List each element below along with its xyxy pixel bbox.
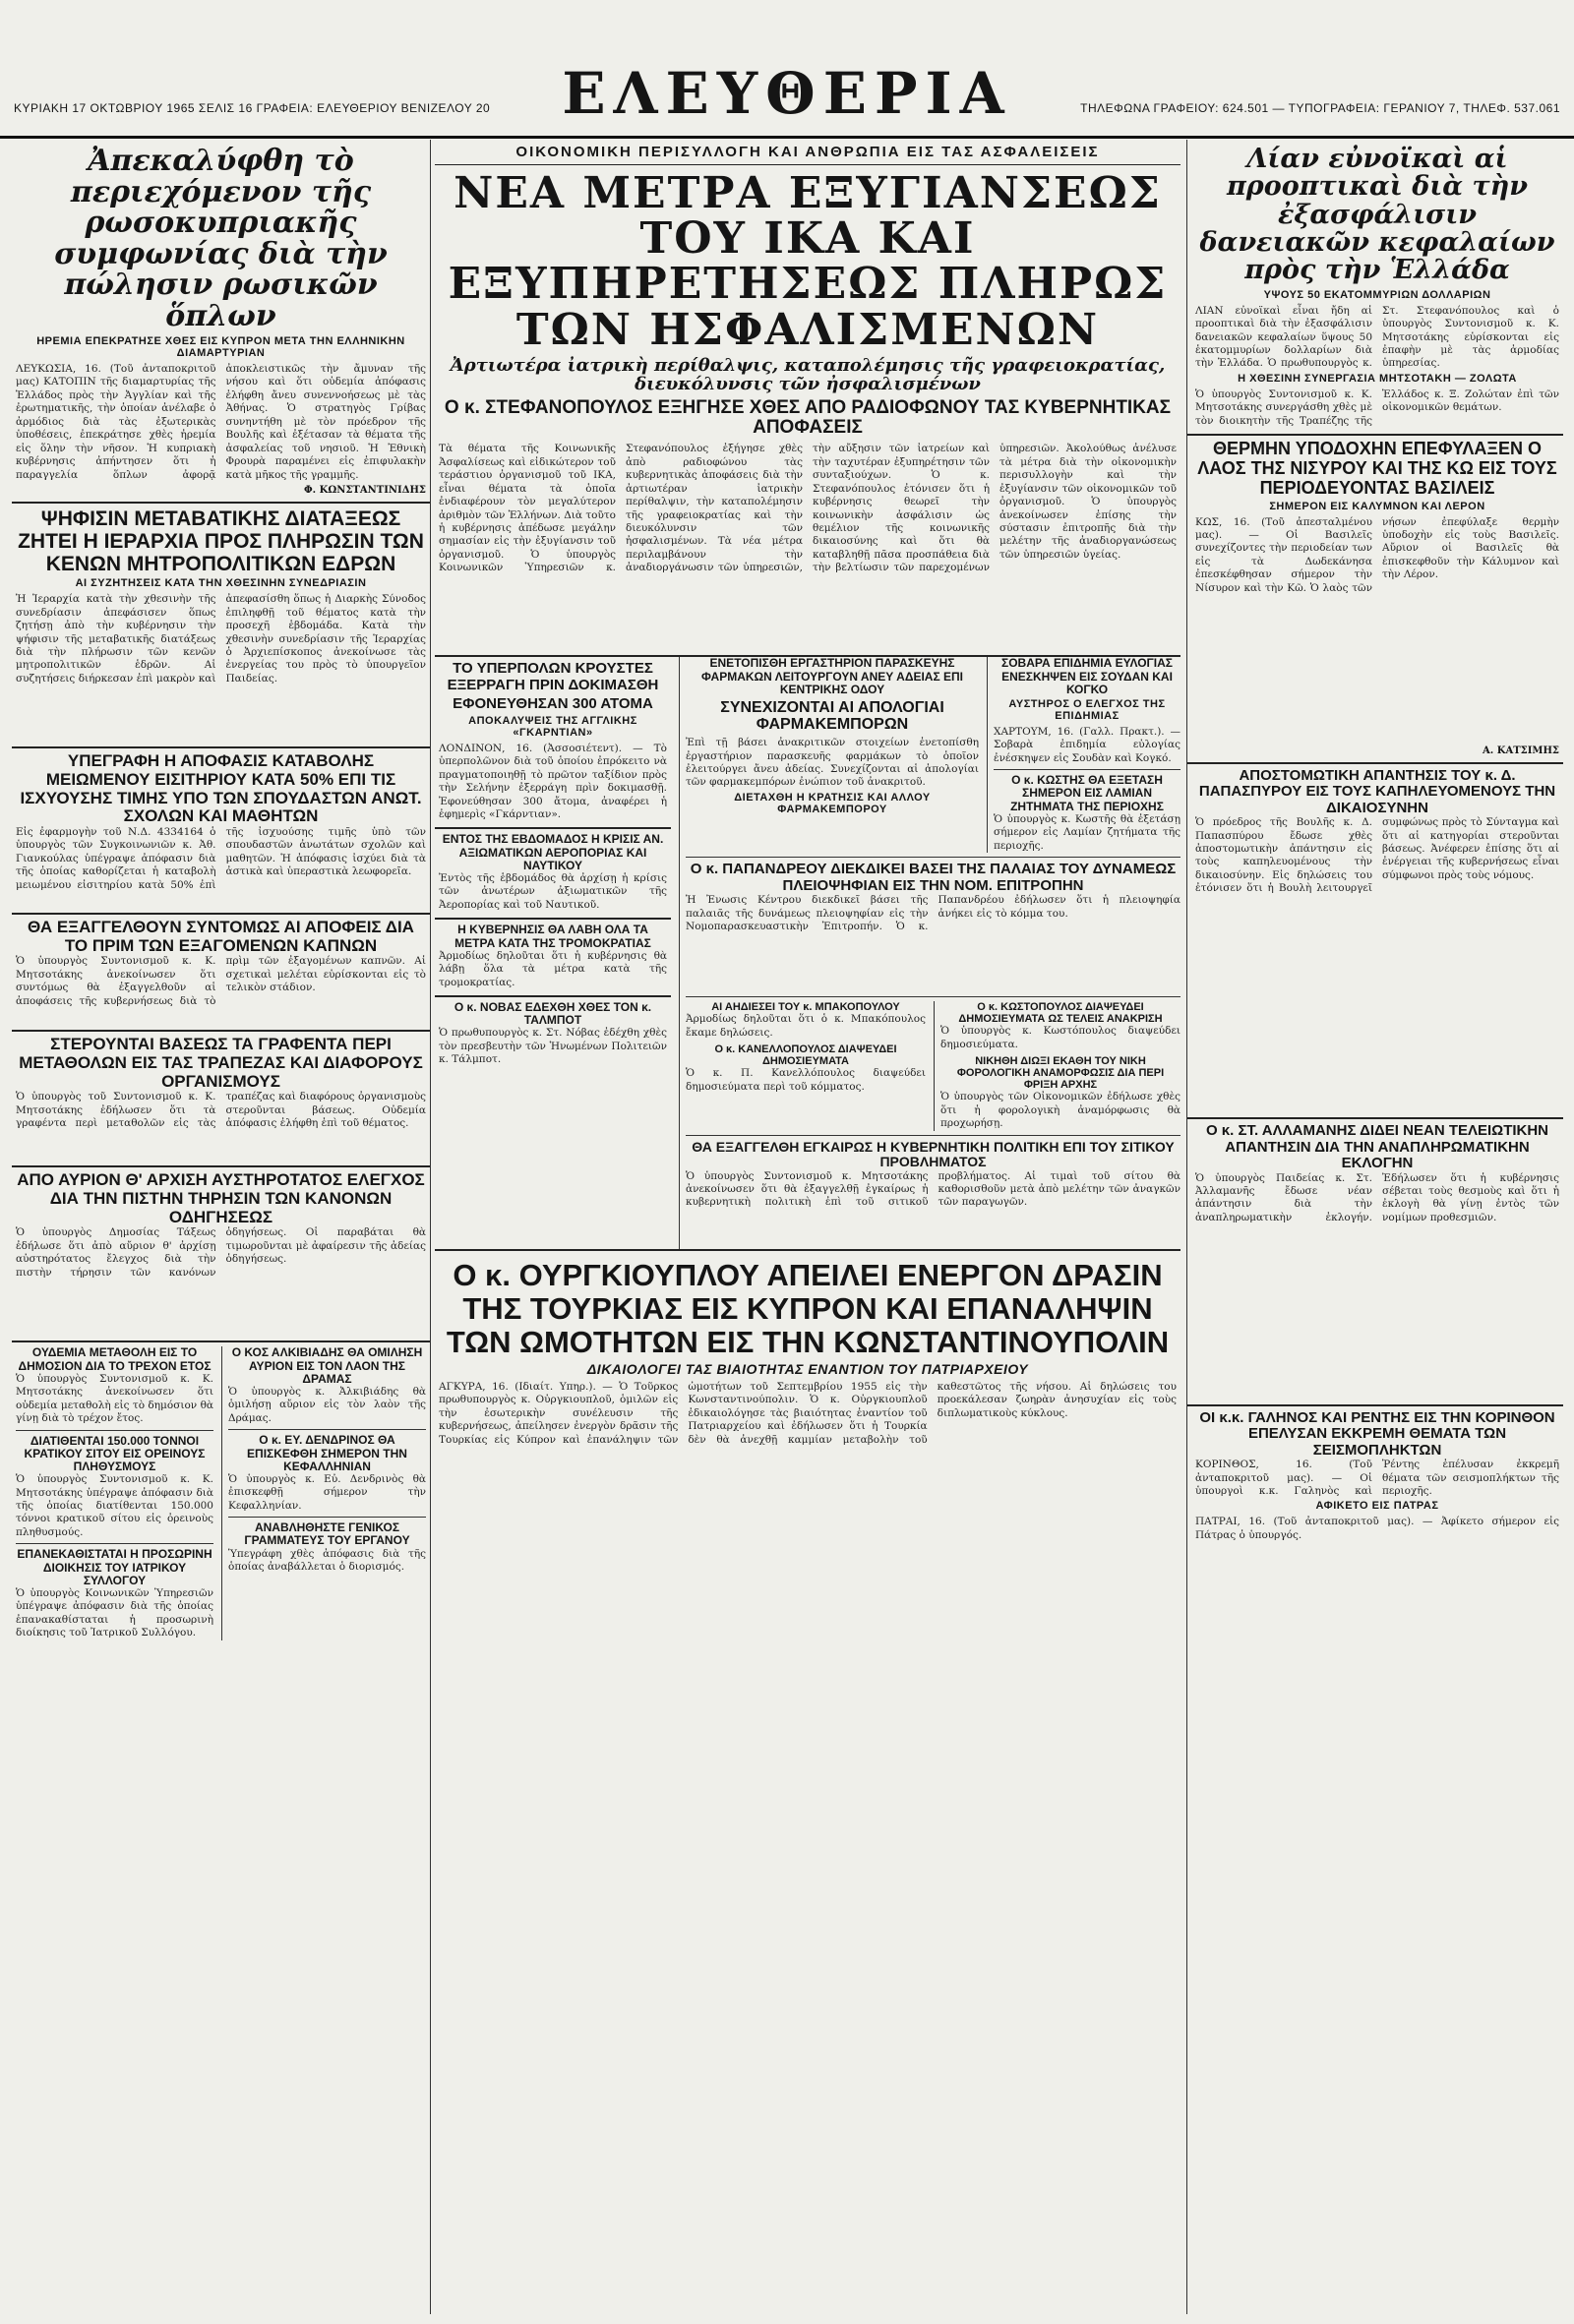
article-loans [1187,140,1563,436]
masthead-date-info: ΚΥΡΙΑΚΗ 17 ΟΚΤΩΒΡΙΟΥ 1965 ΣΕΛΙΣ 16 ΓΡΑΦΕΙΑ: ΕΛΕΥΘΕΡΙΟΥ ΒΕΝΙΖΕΛΟΥ 20 [14,101,491,115]
headline-wheat: ΘΑ ΕΞΑΓΓΕΛΘΗ ΕΓΚΑΙΡΩΣ Η ΚΥΒΕΡΝΗΤΙΚΗ ΠΟΛΙΤΙΚΗ ΕΠΙ ΤΟΥ ΣΙΤΙΚΟΥ ΠΡΟΒΛΗΜΑΤΟΣ [692,1138,1175,1170]
article-body: Ὁ ὑπουργὸς Συντονισμοῦ κ. Κ. Μητσοτάκης ἀνεκοίνωσεν ὅτι συντόμως θὰ ἐξαγγελθοῦν αἱ ἀποφάσεις τῆς κυβερνήσεως διὰ τὸ πρὶμ τῶν ἐξαγομένων καπνῶν. Αἱ σχετικαὶ μελέται εὑρίσκονται εἰς τὸ τελικὸν στάδιον. [16,955,426,1007]
byline: Φ. ΚΩΝΣΤΑΝΤΙΝΙΔΗΣ [303,484,426,496]
article-allamanis [1187,1119,1563,1406]
article-russo-cypriot [12,140,430,504]
article-body: Ἡ Ἐνωσις Κέντρου διεκδικεῖ βάσει τῆς παλαιᾶς τῆς δυνάμεως πλειοψηφίαν εἰς τὴν Νομοπαρασκευαστικὴν Ἐπιτροπήν. Ὁ κ. Παπανδρέου ἐδήλωσεν ὅτι ἡ πλειοψηφία ἀνήκει εἰς τὸ κόμμα του. [686,894,1180,932]
headline: ΥΠΕΓΡΑΦΗ Η ΑΠΟΦΑΣΙΣ ΚΑΤΑΒΟΛΗΣ ΜΕΙΩΜΕΝΟΥ ΕΙΣΙΤΗΡΙΟΥ ΚΑΤΑ 50% ΕΠΙ ΤΙΣ ΙΣΧΥΟΥΣΗΣ ΤΙΜΗΣ ΥΠΟ ΤΩΝ ΣΠΟΥΔΑΣΤΩΝ ΑΝΩΤ. ΣΧΟΛΩΝ ΚΑΙ ΜΑΘΗΤΩΝ [20,751,422,826]
headline: ΘΕΡΜΗΝ ΥΠΟΔΟΧΗΝ ΕΠΕΦΥΛΑΞΕΝ Ο ΛΑΟΣ ΤΗΣ ΝΙΣΥΡΟΥ ΚΑΙ ΤΗΣ ΚΩ ΕΙΣ ΤΟΥΣ ΠΕΡΙΟΔΕΥΟΝΤΑΣ ΒΑΣΙΛΕΙΣ [1197,439,1557,498]
headline-2: ΣΥΝΕΧΙΖΟΝΤΑΙ ΑΙ ΑΠΟΛΟΓΙΑΙ ΦΑΡΜΑΚΕΜΠΟΡΩΝ [720,698,944,734]
headline: ΑΠΟ ΑΥΡΙΟΝ Θ' ΑΡΧΙΣΗ ΑΥΣΤΗΡΟΤΑΤΟΣ ΕΛΕΓΧΟΣ ΔΙΑ ΤΗΝ ΠΙΣΤΗΝ ΤΗΡΗΣΙΝ ΤΩΝ ΚΑΝΟΝΩΝ ΟΔΗΓΗΣΕΩΣ [17,1170,425,1226]
headline: Ο κ. ΟΥΡΓΚΙΟΥΠΛΟΥ ΑΠΕΙΛΕΙ ΕΝΕΡΓΟΝ ΔΡΑΣΙΝ ΤΗΣ ΤΟΥΡΚΙΑΣ ΕΙΣ ΚΥΠΡΟΝ ΚΑΙ ΕΠΑΝΑΛΗΨΙΝ ΤΩΝ ΩΜΟΤΗΤΩΝ ΕΙΣ ΤΗΝ ΚΩΝΣΤΑΝΤΙΝΟΥΠΟΛΙΝ [446,1257,1170,1359]
subheadline: ΔΙΕΤΑΧΘΗ Η ΚΡΑΤΗΣΙΣ ΚΑΙ ΑΛΛΟΥ ΦΑΡΜΑΚΕΜΠΟΡΟΥ [734,791,931,815]
center-column [435,140,1180,2314]
article-banks [12,1032,430,1167]
lead-kicker: Ο κ. ΣΤΕΦΑΝΟΠΟΥΛΟΣ ΕΞΗΓΗΣΕ ΧΘΕΣ ΑΠΟ ΡΑΔΙΟΦΩΝΟΥ ΤΑΣ ΚΥΒΕΡΝΗΤΙΚΑΣ ΑΠΟΦΑΣΕΙΣ [444,396,1172,439]
article-body: Ὑπεγράφη χθὲς ἀπόφασις διὰ τῆς ὁποίας ἀναβάλλεται ὁ διορισμός. [228,1547,426,1574]
masthead [0,0,1574,139]
article-body: ΛΕΥΚΩΣΙΑ, 16. (Τοῦ ἀνταποκριτοῦ μας) ΚΑΤΟΠΙΝ τῆς διαμαρτυρίας τῆς Ἑλλάδος πρὸς τὴν Ἀγγλίαν καὶ τῆς ἐρωτηματικῆς, τὴν ὁποίαν ἀνέλαβε ὁ ἀρμόδιος διὰ τὰς ἐξωτερικὰς ὑποθέσεις, ἐπεκράτησε χθὲς ἠρεμία εἰς ὅλην τὴν νῆσον. Ἡ κυπριακὴ κυβέρνησις ἀπήντησεν ὅτι ἡ παραγγελία ὅπλων ἀφορᾷ ἀποκλειστικῶς τὴν ἄμυναν τῆς νήσου καὶ ὅτι οὐδεμία ἀπόφασις ἐλήφθη ἄνευ συνεννοήσεως μὲ τὰς Ἀθήνας. Ὁ στρατηγὸς Γρίβας συνηντήθη μὲ τὸν πρόεδρον τῆς Βουλῆς καὶ ἐξέτασαν τὰ θέματα τῆς ἀσφαλείας τοῦ νησιοῦ. Ἡ Ἐθνικὴ Φρουρὰ παραμένει εἰς ἐπιφυλακὴν κατὰ μῆκος τῆς γραμμῆς. [16,363,426,481]
article-traffic [12,1167,430,1342]
headline: ΟΙ κ.κ. ΓΑΛΗΝΟΣ ΚΑΙ ΡΕΝΤΗΣ ΕΙΣ ΤΗΝ ΚΟΡΙΝΘΟΝ ΕΠΕΛΥΣΑΝ ΕΚΚΡΕΜΗ ΘΕΜΑΤΑ ΤΩΝ ΣΕΙΣΜΟΠΛΗΚΤΩΝ [1199,1408,1555,1459]
article-body: Ὁ ὑπουργὸς Παιδείας κ. Στ. Ἀλλαμανῆς ἔδωσε νέαν ἀπάντησιν διὰ τὴν ἀναπληρωματικὴν ἐκλογήν. Ἐδήλωσεν ὅτι ἡ κυβέρνησις σέβεται τοὺς θεσμοὺς καὶ ὅτι ἡ ἐκλογὴ θὰ γίνῃ ἐντὸς τῶν νομίμων προθεσμιῶν. [1195,1171,1559,1223]
article-tobacco [12,915,430,1032]
article-pharmacy [686,657,979,853]
article-body: Ὁ ὑπουργὸς Συντονισμοῦ κ. Κ. Μητσοτάκης ὑπέγραψε ἀπόφασιν διὰ τῆς ὁποίας διατίθενται 150.000 τόννοι κρατικοῦ σίτου εἰς ὀρεινοὺς πληθυσμούς. [16,1473,213,1538]
article-body: ΛΙΑΝ εὐνοϊκαὶ εἶναι ἤδη αἱ προοπτικαὶ διὰ τὴν ἐξασφάλισιν δανειακῶν κεφαλαίων ὕψους 50 ἑκατομμυρίων δολλαρίων διὰ τὴν Ἑλλάδα. Ὁ πρωθυπουργὸς κ. Στ. Στεφανόπουλος καὶ ὁ ὑπουργὸς Συντονισμοῦ κ. Κ. Μητσοτάκης εὑρίσκονται εἰς ἐπαφὴν μὲ τὰς ἀρμοδίας ὑπηρεσίας. [1195,304,1559,370]
article-body: Ὁ ὑπουργὸς Συντονισμοῦ κ. Μητσοτάκης ἀνεκοίνωσεν ὅτι θὰ ἐξαγγελθῇ ἐγκαίρως ἡ κυβερνητικὴ πολιτικὴ ἐπὶ τοῦ σιτικοῦ προβλήματος. Αἱ τιμαὶ τοῦ σίτου θὰ καθορισθοῦν μετὰ ἀπὸ μελέτην τῶν ἀναγκῶν τῶν παραγωγῶν. [686,1169,1180,1209]
section-banner: ΟΙΚΟΝΟΜΙΚΗ ΠΕΡΙΣΥΛΛΟΓΗ ΚΑΙ ΑΝΘΡΩΠΙΑ ΕΙΣ ΤΑΣ ΑΣΦΑΛΕΙΣΕΙΣ [435,140,1180,165]
headline: ΔΙΑΤΙΘΕΝΤΑΙ 150.000 ΤΟΝΝΟΙ ΚΡΑΤΙΚΟΥ ΣΙΤΟΥ ΕΙΣ ΟΡΕΙΝΟΥΣ ΠΛΗΘΥΣΜΟΥΣ [24,1433,206,1473]
article-body: Ὁ πρόεδρος τῆς Βουλῆς κ. Δ. Παπασπύρου ἔδωσε χθὲς ἀποστομωτικὴν ἀπάντησιν εἰς τοὺς καπηλευομένους τὴν δικαιοσύνην. Εἰς δηλώσεις του ἐτόνισεν ὅτι ἡ Βουλὴ λειτουργεῖ συμφώνως πρὸς τὸ Σύνταγμα καὶ ὅτι αἱ κατηγορίαι στεροῦνται βάσεως. Ἀνέφερεν ἐπίσης ὅτι αἱ ἐνέργειαι τῆς κυβερνήσεως εἶναι σύμφωνοι πρὸς τοὺς νόμους. [1195,816,1559,895]
article-body: Ὁ ὑπουργὸς Συντονισμοῦ κ. Κ. Μητσοτάκης ἀνεκοίνωσεν ὅτι οὐδεμία μεταθολὴ εἰς τὸ δημόσιον θὰ γίνῃ διὰ τὸ τρέχον ἔτος. [16,1372,213,1425]
left-column [12,140,431,2314]
center-right-stack [679,657,1180,1248]
headline: Η ΚΥΒΕΡΝΗΣΙΣ ΘΑ ΛΑΒΗ ΟΛΑ ΤΑ ΜΕΤΡΑ ΚΑΤΑ ΤΗΣ ΤΡΟΜΟΚΡΑΤΙΑΣ [454,923,651,950]
brief-column-right [221,1346,426,1639]
subheadline: ΥΨΟΥΣ 50 ΕΚΑΤΟΜΜΥΡΙΩΝ ΔΟΛΛΑΡΙΩΝ [1263,288,1491,301]
article-body: Ὁ ὑπουργὸς κ. Κωστόπουλος διαψεύδει δημοσιεύματα. [940,1025,1180,1050]
headline: Λίαν εὐνοϊκαὶ αἱ προοπτικαὶ διὰ τὴν ἐξασφάλισιν δανειακῶν κεφαλαίων πρὸς τὴν Ἑλλάδα [1199,144,1555,286]
headline: Ο κ. ΝΟΒΑΣ ΕΔΕΧΘΗ ΧΘΕΣ ΤΟΝ κ. ΤΑΛΜΠΟΤ [454,1000,652,1028]
lead-subheadline: Ἀρτιωτέρα ἰατρικὴ περίθαλψις, καταπολέμησις τῆς γραφειοκρατίας, διευκόλυνσις τῶν ἠσφαλισμένων [450,354,1166,394]
article-terrorism [435,920,671,997]
article-officers [435,829,671,920]
article-smallpox [987,657,1180,853]
subheadline-2: Η ΧΘΕΣΙΝΗ ΣΥΝΕΡΓΑΣΙΑ ΜΗΤΣΟΤΑΚΗ — ΖΟΛΩΤΑ [1238,372,1517,385]
article-body: ΠΑΤΡΑΙ, 16. (Τοῦ ἀνταποκριτοῦ μας). — Ἀφίκετο σήμερον εἰς Πάτρας ὁ ὑπουργός. [1195,1516,1559,1541]
article-body: ΛΟΝΔΙΝΟΝ, 16. (Ἀσσοσιέτεντ). — Τὸ ὑπερπολῶνον διὰ τοῦ ὁποίου ἐπρόκειτο νὰ πραγματοποιηθῇ τὸ πρῶτον ταξίδιον πρὸς τὴν Σελήνην ἐξερράγη πρὶν δοκιμασθῇ. Ἐφονεύθησαν 300 ἄτομα, ἀναφέρει ἡ ἐφημερὶς «Γκάρντιαν». [439,742,667,820]
headline-2: ΕΦΟΝΕΥΘΗΣΑΝ 300 ΑΤΟΜΑ [453,695,653,713]
headline: ΑΠΟΣΤΟΜΩΤΙΚΗ ΑΠΑΝΤΗΣΙΣ ΤΟΥ κ. Δ. ΠΑΠΑΣΠΥΡΟΥ ΕΙΣ ΤΟΥΣ ΚΑΠΗΛΕΥΟΜΕΝΟΥΣ ΤΗΝ ΔΙΚΑΙΟΣΥΝΗΝ [1198,766,1556,816]
headline: ΣΤΕΡΟΥΝΤΑΙ ΒΑΣΕΩΣ ΤΑ ΓΡΑΦΕΝΤΑ ΠΕΡΙ ΜΕΤΑΘΟΛΩΝ ΕΙΣ ΤΑΣ ΤΡΑΠΕΖΑΣ ΚΑΙ ΔΙΑΦΟΡΟΥΣ ΟΡΓΑΝΙΣΜΟΥΣ [19,1035,423,1091]
subheadline: ΑΦΙΚΕΤΟ ΕΙΣ ΠΑΤΡΑΣ [1315,1500,1439,1513]
article-body: Ὁ ὑπουργὸς τῶν Οἰκονομικῶν ἐδήλωσε χθὲς ὅτι ἡ φορολογικὴ ἀναμόρφωσις θὰ προχωρήσῃ. [940,1091,1180,1130]
article-body: Ἐντὸς τῆς ἑβδομάδος θὰ ἀρχίσῃ ἡ κρίσις τῶν ἀνωτέρων ἀξιωματικῶν τῆς Ἀεροπορίας καὶ τοῦ Ναυτικοῦ. [439,872,667,911]
article-novas [435,997,671,1073]
article-kings-visit [1187,436,1563,763]
article-body: Ὁ ὑπουργὸς Κοινωνικῶν Ὑπηρεσιῶν ὑπέγραψε ἀπόφασιν διὰ τῆς ὁποίας ἐπανακαθίσταται ἡ προσωρινὴ διοίκησις τοῦ Ἰατρικοῦ Συλλόγου. [16,1586,213,1639]
article-papaspyrou [1187,764,1563,1120]
headline: Ἀπεκαλύφθη τὸ περιεχόμενον τῆς ρωσοκυπριακῆς συμφωνίας διὰ τὴν πώλησιν ρωσικῶν ὅπλων [54,144,388,333]
article-body: Ἀρμοδίως δηλοῦται ὅτι ἡ κυβέρνησις θὰ λάβῃ ὅλα τὰ μέτρα κατὰ τῆς τρομοκρατίας. [439,949,667,988]
subheadline: ΑΥΣΤΗΡΟΣ Ο ΕΛΕΓΧΟΣ ΤΗΣ ΕΠΙΔΗΜΙΑΣ [1008,697,1166,722]
subheadline: ΗΡΕΜΙΑ ΕΠΕΚΡΑΤΗΣΕ ΧΘΕΣ ΕΙΣ ΚΥΠΡΟΝ ΜΕΤΑ ΤΗΝ ΕΛΛΗΝΙΚΗΝ ΔΙΑΜΑΡΤΥΡΙΑΝ [36,335,405,359]
subheadline: ΑΠΟΚΑΛΥΨΕΙΣ ΤΗΣ ΑΓΓΛΙΚΗΣ «ΓΚΑΡΝΤΙΑΝ» [468,714,637,739]
right-column [1186,140,1563,2314]
headline: ΤΟ ΥΠΕΡΠΟΛΩΝ ΚΡΟΥΣΤΕΣ ΕΞΕΡΡΑΓΗ ΠΡΙΝ ΔΟΚΙΜΑΣΘΗ [447,660,659,693]
article-body: Ἐπὶ τῇ βάσει ἀνακριτικῶν στοιχείων ἐνετοπίσθη ἐργαστήριον παρασκευῆς φαρμάκων τὸ ὁποῖον ἐλειτούργει ἄνευ ἀδείας. Συνεχίζονται αἱ ἀπολογίαι τῶν φαρμακεμπόρων ἐνώπιον τοῦ ἀνακριτοῦ. [686,737,979,789]
bottom-briefs [12,1342,430,1645]
lead-body: Τὰ θέματα τῆς Κοινωνικῆς Ἀσφαλίσεως καὶ εἰδικώτερον τοῦ τεράστιου ὀργανισμοῦ τοῦ ΙΚΑ, εἶναι θέματα τὰ ὁποῖα ἐνδιαφέρουν τὸν μεγαλύτερον ἀριθμὸν τῶν Ἑλλήνων. Διὰ τοῦτο ἡ κυβέρνησις ἀπέδωσε μεγάλην σημασίαν εἰς τὴν ἐξυγίανσιν τοῦ ὀργανισμοῦ. Ὁ ὑπουργὸς Κοινωνικῶν Ὑπηρεσιῶν κ. Στεφανόπουλος ἐξήγησε χθὲς ἀπὸ ραδιοφώνου τὰς κυβερνητικὰς ἀποφάσεις διὰ τὴν ἀρτιωτέραν ἰατρικὴν περίθαλψιν, τὴν καταπολέμησιν τῆς γραφειοκρατίας καὶ τὴν διευκόλυνσιν τῶν ἠσφαλισμένων. Τὰ νέα μέτρα περιλαμβάνουν τὴν ἀναδιοργάνωσιν τῶν ὑπηρεσιῶν, τὴν αὔξησιν τῶν ἰατρείων καὶ τὴν ταχυτέραν ἐξυπηρέτησιν τῶν συνταξιούχων. Ὁ κ. Στεφανόπουλος ἐτόνισεν ὅτι ἡ κυβέρνησις θεωρεῖ τὴν κοινωνικὴν ἀσφάλισιν ὡς θεμέλιον τῆς κοινωνικῆς δικαιοσύνης καὶ ὅτι θὰ καταβληθῇ πᾶσα προσπάθεια διὰ τὴν βελτίωσιν τῶν παρεχομένων ὑπηρεσιῶν. Ἀκολούθως ἀνέλυσε τὰ μέτρα διὰ τὴν οἰκονομικὴν περισυλλογὴν καὶ τὴν ἐξυγίανσιν τῶν οἰκονομικῶν τοῦ ὀργανισμοῦ. Ὁ ὑπουργὸς ἀνεκοίνωσεν ἐπίσης τὴν σύστασιν ἐπιτροπῆς διὰ τὴν μελέτην τῆς ἀναδιοργανώσεως τῶν ὑπηρεσιῶν ὑγείας. [439,443,1177,574]
article-body: Ὁ ὑπουργὸς κ. Κωστῆς θὰ ἐξετάσῃ σήμερον εἰς Λαμίαν ζητήματα τῆς περιοχῆς. [994,812,1180,852]
article-rocket [435,657,671,829]
headline: ΨΗΦΙΣΙΝ ΜΕΤΑΒΑΤΙΚΗΣ ΔΙΑΤΑΞΕΩΣ ΖΗΤΕΙ Η ΙΕΡΑΡΧΙΑ ΠΡΟΣ ΠΛΗΡΩΣΙΝ ΤΩΝ ΚΕΝΩΝ ΜΗΤΡΟΠΟΛΙΤΙΚΩΝ ΕΔΡΩΝ [18,507,424,576]
article-body: ΑΓΚΥΡΑ, 16. (Ιδιαίτ. Υπηρ.). — Ὁ Τοῦρκος πρωθυπουργὸς κ. Οὐργκιουπλοῦ, ὁμιλῶν εἰς τὴν ἐσωτερικὴν συνέλευσιν τῆς κυβερνήσεως, ἀπείλησεν ἐνεργὸν δρᾶσιν τῆς Τουρκίας εἰς Κύπρον καὶ ἐπανάληψιν τῶν ὠμοτήτων τοῦ Σεπτεμβρίου 1955 εἰς τὴν Κωνσταντινούπολιν. Ὁ κ. Οὐργκιουπλοῦ ἐδικαιολόγησε τὰς βιαιότητας ἐναντίον τοῦ Πατριαρχείου καὶ ἐδήλωσεν ὅτι ἡ Τουρκία δὲν θὰ ἀνεχθῇ καμμίαν μεταβολὴν τοῦ καθεστῶτος τῆς νήσου. Αἱ δηλώσεις του προεκάλεσαν ζωηρὰν ἀνησυχίαν εἰς τοὺς διπλωματικοὺς κύκλους. [439,1380,1177,1446]
article-body: ΚΟΡΙΝΘΟΣ, 16. (Τοῦ ἀνταποκριτοῦ μας). — Οἱ ὑπουργοὶ κ.κ. Γαληνὸς καὶ Ῥέντης ἐπέλυσαν ἐκκρεμῆ θέματα τῶν σεισμοπλήκτων τῆς περιοχῆς. [1195,1459,1559,1497]
lead-article-ika [435,165,1180,657]
article-body: Ὁ ὑπουργὸς Συντονισμοῦ κ. Κ. Μητσοτάκης συνεργάσθη χθὲς μὲ τὸν διοικητὴν τῆς Τραπέζης τῆς Ἑλλάδος κ. Ξ. Ζολώταν ἐπὶ τῶν οἰκονομικῶν θεμάτων. [1195,387,1559,427]
article-body: Ὁ ὑπουργὸς κ. Εὐ. Δενδρινὸς θὰ ἐπισκεφθῇ σήμερον τὴν Κεφαλληνίαν. [228,1472,426,1512]
headline: ΝΙΚΗΘΗ ΔΙΩΞΙ ΕΚΑΘΗ ΤΟΥ ΝΙΚΗ ΦΟΡΟΛΟΓΙΚΗ ΑΝΑΜΟΡΦΩΣΙΣ ΔΙΑ ΠΕΡΙ ΦΡΙΞΗ ΑΡΧΗΣ [956,1055,1165,1092]
headline: ΕΝΕΤΟΠΙΣΘΗ ΕΡΓΑΣΤΗΡΙΟΝ ΠΑΡΑΣΚΕΥΗΣ ΦΑΡΜΑΚΩΝ ΛΕΙΤΟΥΡΓΟΥΝ ΑΝΕΥ ΑΔΕΙΑΣ ΕΠΙ ΚΕΝΤΡΙΚΗΣ ΟΔΟΥ [701,657,963,696]
headline: ΑΝΑΒΛΗΘΗΣΤΕ ΓΕΝΙΚΟΣ ΓΡΑΜΜΑΤΕΥΣ ΤΟΥ ΕΡΓΑΝΟΥ [244,1520,410,1548]
article-urguplu [435,1251,1180,1554]
headline: Ο κ. ΚΩΣΤΗΣ ΘΑ ΕΞΕΤΑΣΗ ΣΗΜΕΡΟΝ ΕΙΣ ΛΑΜΙΑΝ ΖΗΤΗΜΑΤΑ ΤΗΣ ΠΕΡΙΟΧΗΣ [1010,773,1164,813]
article-body: Ὁ ὑπουργὸς Δημοσίας Τάξεως ἐδήλωσε ὅτι ἀπὸ αὔριον θ' ἀρχίσῃ αὐστηρότατος ἔλεγχος διὰ τὴν πιστὴν τήρησιν τῶν κανόνων ὁδηγήσεως. Οἱ παραβάται θὰ τιμωροῦνται μὲ ἀφαίρεσιν τῆς ἀδείας ὁδηγήσεως. [16,1226,426,1279]
headline: Ο κ. ΚΑΝΕΛΛΟΠΟΥΛΟΣ ΔΙΑΨΕΥΔΕΙ ΔΗΜΟΣΙΕΥΜΑΤΑ [714,1043,897,1068]
article-body: Ὁ ὑπουργὸς τοῦ Συντονισμοῦ κ. Κ. Μητσοτάκης ἐδήλωσεν ὅτι τὰ γραφέντα περὶ μεταθολῶν εἰς τὰς τραπέζας καὶ διαφόρους ὀργανισμοὺς στεροῦνται βάσεως. Οὐδεμία ἀπόφασις ἐλήφθη ἐπὶ τοῦ θέματος. [16,1091,426,1130]
article-body: Ὁ ὑπουργὸς κ. Ἀλκιβιάδης θὰ ὁμιλήσῃ αὔριον εἰς τὸν λαὸν τῆς Δράμας. [228,1386,426,1424]
center-left-stack [435,657,671,1248]
brief-public-sector [16,1346,213,1639]
headline: ΑΙ ΑΗΔΙΕΣΕΙ ΤΟΥ κ. ΜΠΑΚΟΠΟΥΛΟΥ [711,1001,900,1014]
article-body: Ἀρμοδίως δηλοῦται ὅτι ὁ κ. Μπακόπουλος ἔκαμε δηλώσεις. [686,1013,926,1039]
headline: Ο κ. ΣΤ. ΑΛΛΑΜΑΝΗΣ ΔΙΔΕΙ ΝΕΑΝ ΤΕΛΕΙΩΤΙΚΗΝ ΑΠΑΝΤΗΣΙΝ ΔΙΑ ΤΗΝ ΑΝΑΠΛΗΡΩΜΑΤΙΚΗΝ ΕΚΛΟΓΗΝ [1205,1122,1549,1172]
article-hierarchy [12,504,430,748]
newspaper-title: ΕΛΕΥΘΕΡΙΑ [562,60,1012,127]
headline: Ο ΚΟΣ ΑΛΚΙΒΙΑΔΗΣ ΘΑ ΟΜΙΛΗΣΗ ΑΥΡΙΟΝ ΕΙΣ ΤΟΝ ΛΑΟΝ ΤΗΣ ΔΡΑΜΑΣ [231,1346,423,1386]
headline: ΕΝΤΟΣ ΤΗΣ ΕΒΔΟΜΑΔΟΣ Η ΚΡΙΣΙΣ ΑΝ. ΑΞΙΩΜΑΤΙΚΩΝ ΑΕΡΟΠΟΡΙΑΣ ΚΑΙ ΝΑΥΤΙΚΟΥ [442,832,664,872]
masthead-phones: ΤΗΛΕΦΩΝΑ ΓΡΑΦΕΙΟΥ: 624.501 — ΤΥΠΟΓΡΑΦΕΙΑ: ΓΕΡΑΝΙΟΥ 7, ΤΗΛΕΦ. 537.061 [1080,101,1560,115]
article-body: ΧΑΡΤΟΥΜ, 16. (Γαλλ. Πρακτ.). — Σοβαρὰ ἐπιδημία εὐλογίας ἐνέσκηψεν εἰς Σουδὰν καὶ Κογκό. [994,725,1180,764]
byline: Α. ΚΑΤΣΙΜΗΣ [1483,745,1559,756]
subheadline: ΑΙ ΣΥΖΗΤΗΣΕΙΣ ΚΑΤΑ ΤΗΝ ΧΘΕΣΙΝΗΝ ΣΥΝΕΔΡΙΑΣΙΝ [75,577,367,590]
article-tickets [12,748,430,915]
lead-headline: ΝΕΑ ΜΕΤΡΑ ΕΞΥΓΙΑΝΣΕΩΣ ΤΟΥ ΙΚΑ ΚΑΙ ΕΞΥΠΗΡΕΤΗΣΕΩΣ ΠΛΗΡΩΣ ΤΩΝ ΗΣΦΑΛΙΣΜΕΝΩΝ [448,168,1168,355]
article-body: Ὁ κ. Π. Κανελλόπουλος διαψεύδει δημοσιεύματα περὶ τοῦ κόμματος. [686,1067,926,1093]
subheadline: ΔΙΚΑΙΟΛΟΓΕΙ ΤΑΣ ΒΙΑΙΟΤΗΤΑΣ ΕΝΑΝΤΙΟΝ ΤΟΥ ΠΑΤΡΙΑΡΧΕΙΟΥ [586,1360,1029,1377]
article-corinth [1187,1406,1563,1549]
headline: ΣΟΒΑΡΑ ΕΠΙΔΗΜΙΑ ΕΥΛΟΓΙΑΣ ΕΝΕΣΚΗΨΕΝ ΕΙΣ ΣΟΥΔΑΝ ΚΑΙ ΚΟΓΚΟ [1001,657,1173,696]
article-body: Ἡ Ἱεραρχία κατὰ τὴν χθεσινὴν τῆς συνεδρίασιν ἀπεφάσισεν ὅπως ζητήσῃ ἀπὸ τὴν κυβέρνησιν τὴν ψήφισιν τῆς μεταβατικῆς διατάξεως διὰ τὴν πλήρωσιν τῶν κενῶν μητροπολιτικῶν ἑδρῶν. Αἱ συζητήσεις διήρκεσαν ἐπὶ μακρὸν καὶ ἀπεφασίσθη ὅπως ἡ Διαρκὴς Σύνοδος ἐπιληφθῇ τοῦ θέματος κατὰ τὴν προσεχῆ ἑβδομάδα. Κατὰ τὴν χθεσινὴν συνεδρίασιν τῆς Ἱεραρχίας ὁ Ἀρχιεπίσκοπος ἀνεκοίνωσε τὰς ἐνεργείας του πρὸς τὸ ὑπουργεῖον Παιδείας. [16,593,426,685]
article-body: ΚΩΣ, 16. (Τοῦ ἀπεσταλμένου μας). — Οἱ Βασιλεῖς συνεχίζοντες τὴν περιοδείαν των εἰς τὰ Δωδεκάνησα ἐπεσκέφθησαν σήμερον τὴν Νίσυρον καὶ τὴν Κῶ. Ὁ λαὸς τῶν νήσων ἐπεφύλαξε θερμὴν ὑποδοχὴν εἰς τοὺς Βασιλεῖς. Αὔριον οἱ Βασιλεῖς θὰ ἐπισκεφθοῦν τὴν Κάλυμνον καὶ τὴν Λέρον. [1195,515,1559,594]
headline: ΕΠΑΝΕΚΑΘΙΣΤΑΤΑΙ Η ΠΡΟΣΩΡΙΝΗ ΔΙΟΙΚΗΣΙΣ ΤΟΥ ΙΑΤΡΙΚΟΥ ΣΥΛΛΟΓΟΥ [17,1547,212,1587]
subheadline: ΣΗΜΕΡΟΝ ΕΙΣ ΚΑΛΥΜΝΟΝ ΚΑΙ ΛΕΡΟΝ [1269,500,1485,512]
article-body: Εἰς ἐφαρμογὴν τοῦ Ν.Δ. 4334164 ὁ ὑπουργὸς τῶν Συγκοινωνιῶν κ. Ἀθ. Γιανκούλας ὑπέγραψε ἀπόφασιν διὰ τῆς ὁποίας καθορίζεται ἡ καταβολὴ μειωμένου εἰσιτηρίου κατὰ 50% ἐπὶ τῆς ἰσχυούσης τιμῆς ὑπὸ τῶν σπουδαστῶν ἀνωτάτων σχολῶν καὶ μαθητῶν. Ἡ ἀπόφασις ἰσχύει διὰ τὰ ἀστικὰ καὶ ὑπεραστικὰ λεωφορεῖα. [16,825,426,891]
headline: Ο κ. ΕΥ. ΔΕΝΔΡΙΝΟΣ ΘΑ ΕΠΙΣΚΕΦΘΗ ΣΗΜΕΡΟΝ ΤΗΝ ΚΕΦΑΛΛΗΝΙΑΝ [247,1433,407,1473]
headline: ΘΑ ΕΞΑΓΓΕΛΘΟΥΝ ΣΥΝΤΟΜΩΣ ΑΙ ΑΠΟΦΕΙΣ ΔΙΑ ΤΟ ΠΡΙΜ ΤΩΝ ΕΞΑΓΟΜΕΝΩΝ ΚΑΠΝΩΝ [28,917,414,955]
headline: ΟΥΔΕΜΙΑ ΜΕΤΑΘΟΛΗ ΕΙΣ ΤΟ ΔΗΜΟΣΙΟΝ ΔΙΑ ΤΟ ΤΡΕΧΟΝ ΕΤΟΣ [18,1346,212,1373]
article-body: Ὁ πρωθυπουργὸς κ. Στ. Νόβας ἐδέχθη χθὲς τὸν πρεσβευτὴν τῶν Ἡνωμένων Πολιτειῶν κ. Τάλμποτ. [439,1027,667,1066]
headline-papandreou: Ο κ. ΠΑΠΑΝΔΡΕΟΥ ΔΙΕΚΔΙΚΕΙ ΒΑΣΕΙ ΤΗΣ ΠΑΛΑΙΑΣ ΤΟΥ ΔΥΝΑΜΕΩΣ ΠΛΕΙΟΨΗΦΙΑΝ ΕΙΣ ΤΗΝ ΝΟΜ. ΕΠΙΤΡΟΠΗΝ [690,861,1177,894]
headline: Ο κ. ΚΩΣΤΟΠΟΥΛΟΣ ΔΙΑΨΕΥΔΕΙ ΔΗΜΟΣΙΕΥΜΑΤΑ ΩΣ ΤΕΛΕΙΣ ΑΝΑΚΡΙΣΗ [958,1001,1163,1026]
